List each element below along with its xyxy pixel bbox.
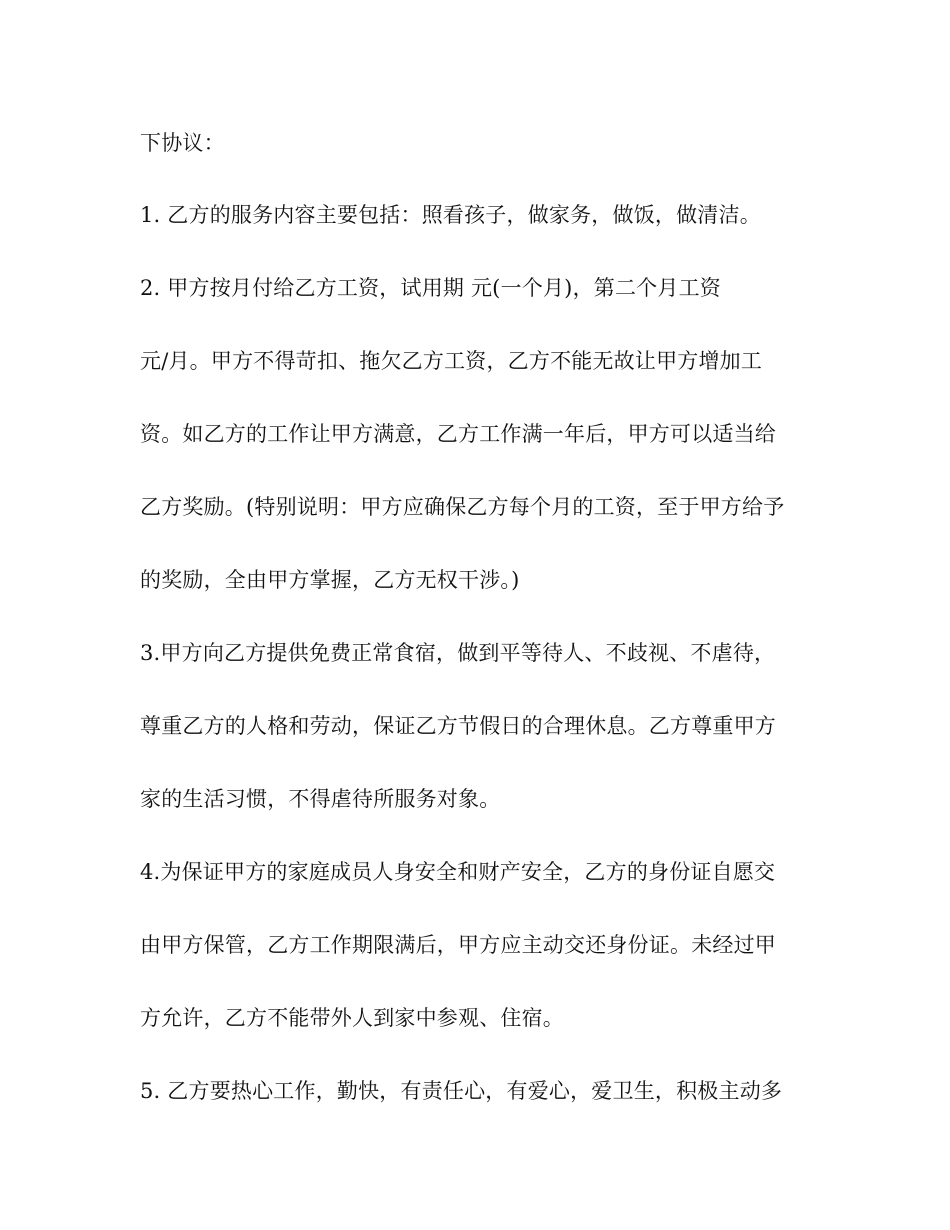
text-line-clause-4-a: 4.为保证甲方的家庭成员人身安全和财产安全，乙方的身份证自愿交 <box>140 860 776 884</box>
text-line-clause-3-b: 尊重乙方的人格和劳动，保证乙方节假日的合理休息。乙方尊重甲方 <box>140 714 776 738</box>
text-line-clause-2-c: 资。如乙方的工作让甲方满意，乙方工作满一年后，甲方可以适当给 <box>140 422 776 446</box>
text-line-clause-2-d: 乙方奖励。(特别说明：甲方应确保乙方每个月的工资，至于甲方给予 <box>140 495 785 519</box>
text-line-clause-1: 1. 乙方的服务内容主要包括：照看孩子，做家务，做饭，做清洁。 <box>140 203 761 227</box>
text-line-clause-2-b: 元/月。甲方不得苛扣、拖欠乙方工资，乙方不能无故让甲方增加工 <box>140 349 763 373</box>
text-line-clause-4-c: 方允许，乙方不能带外人到家中参观、住宿。 <box>140 1006 564 1030</box>
text-line-clause-4-b: 由甲方保管，乙方工作期限满后，甲方应主动交还身份证。未经过甲 <box>140 933 776 957</box>
text-line-clause-2-e: 的奖励，全由甲方掌握，乙方无权干涉。) <box>140 568 520 592</box>
text-line-clause-5-a: 5. 乙方要热心工作，勤快，有责任心，有爱心，爱卫生，积极主动多 <box>140 1079 783 1103</box>
text-line-clause-2-a: 2. 甲方按月付给乙方工资，试用期 元(一个月)，第二个月工资 <box>140 276 721 300</box>
text-line-clause-3-a: 3.甲方向乙方提供免费正常食宿，做到平等待人、不歧视、不虐待， <box>140 641 776 665</box>
text-line-clause-3-c: 家的生活习惯，不得虐待所服务对象。 <box>140 787 501 811</box>
text-line-intro: 下协议： <box>140 131 225 155</box>
